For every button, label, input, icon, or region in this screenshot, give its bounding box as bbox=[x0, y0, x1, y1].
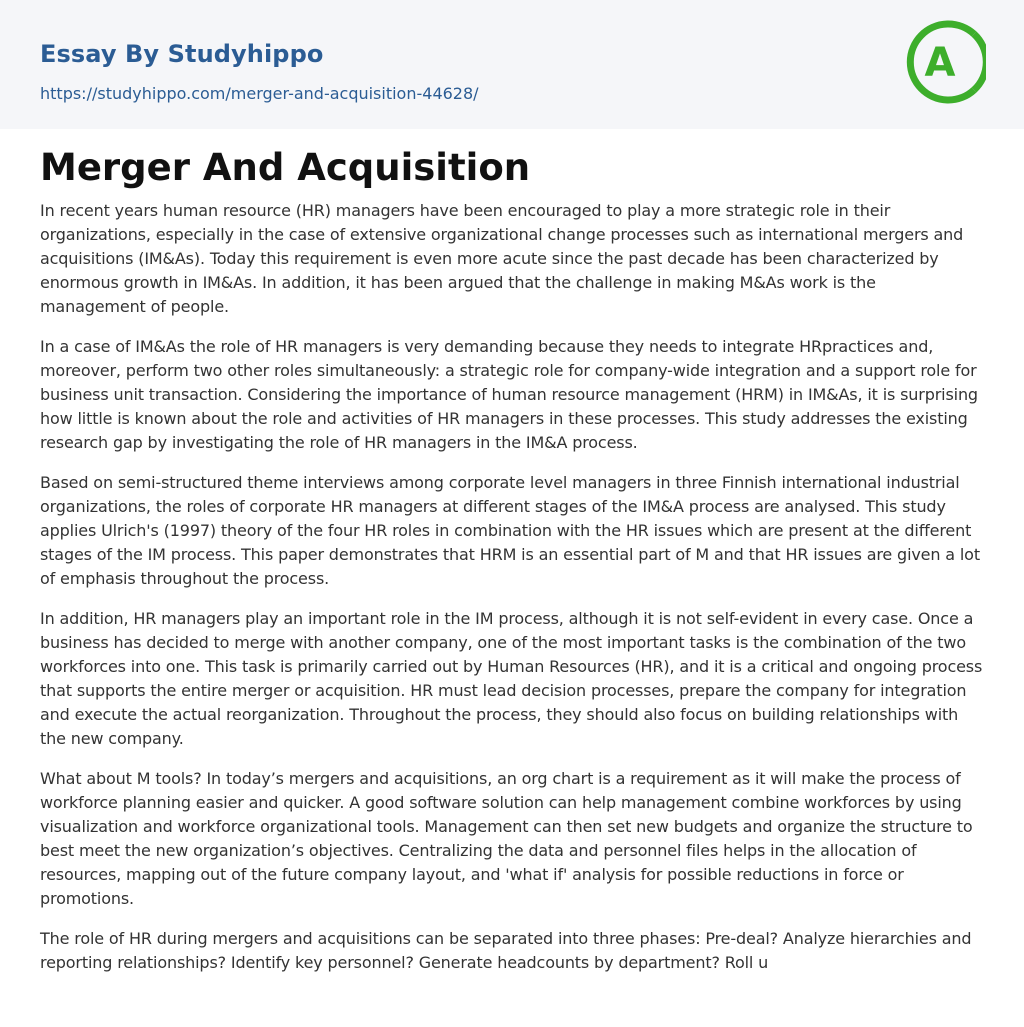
site-brand[interactable]: Essay By Studyhippo bbox=[40, 40, 324, 68]
article-paragraph: In addition, HR managers play an important role in the IM process, although it is not self-evident in every case. Once a business has decided to merge with another company, one of the most important tasks is the combination of the two workforces into one. This task is primarily carried out by Human Resources (HR), and it is a critical and ongoing process that supports the entire merger or acquisition. HR must lead decision processes, prepare the company for integration and execute the actual reorganization. Throughout the process, they should also focus on building relationships with the new company. bbox=[40, 609, 983, 748]
article-paragraph: The role of HR during mergers and acquisitions can be separated into three phases: Pre-deal? Analyze hierarchies and reporting relationships? Identify key personnel? Generate headcounts by department? Roll u bbox=[40, 929, 972, 972]
article-paragraph: What about M tools? In today’s mergers and acquisitions, an org chart is a requirement as it will make the process of workforce planning easier and quicker. A good software solution can help management combine workforces by using visualization and workforce organizational tools. Management can then set new budgets and organize the structure to best meet the new organization’s objectives. Centralizing the data and personnel files helps in the allocation of resources, mapping out of the future company layout, and 'what if' analysis for possible reductions in force or promotions. bbox=[40, 769, 973, 908]
article-paragraph: In recent years human resource (HR) managers have been encouraged to play a more strategic role in their organizations, especially in the case of extensive organizational change processes such as international mergers and acquisitions (IM&As). Today this requirement is even more acute since the past decade has been characterized by enormous growth in IM&As. In addition, it has been argued that the challenge in making M&As work is the management of people. bbox=[40, 201, 964, 316]
logo-letter: A bbox=[924, 40, 956, 86]
article-paragraph: In a case of IM&As the role of HR managers is very demanding because they needs to integrate HRpractices and, moreover, perform two other roles simultaneously: a strategic role for company-wide integration and a support role for business unit transaction. Considering the importance of human resource management (HRM) in IM&As, it is surprising how little is known about the role and activities of HR managers in these processes. This study addresses the existing research gap by investigating the role of HR managers in the IM&A process. bbox=[40, 337, 978, 452]
studyhippo-logo-icon[interactable] bbox=[904, 18, 986, 106]
article-title: Merger And Acquisition bbox=[40, 146, 531, 189]
article-paragraph: Based on semi-structured theme interviews among corporate level managers in three Finnish international industrial organizations, the roles of corporate HR managers at different stages of the IM&A process are analysed. This study applies Ulrich's (1997) theory of the four HR roles in combination with the HR issues which are present at the different stages of the IM process. This paper demonstrates that HRM is an essential part of M and that HR issues are given a lot of emphasis throughout the process. bbox=[40, 473, 980, 588]
essay-url-link[interactable]: https://studyhippo.com/merger-and-acquisition-44628/ bbox=[40, 84, 479, 103]
site-header bbox=[0, 0, 1024, 129]
article bbox=[40, 143, 984, 991]
